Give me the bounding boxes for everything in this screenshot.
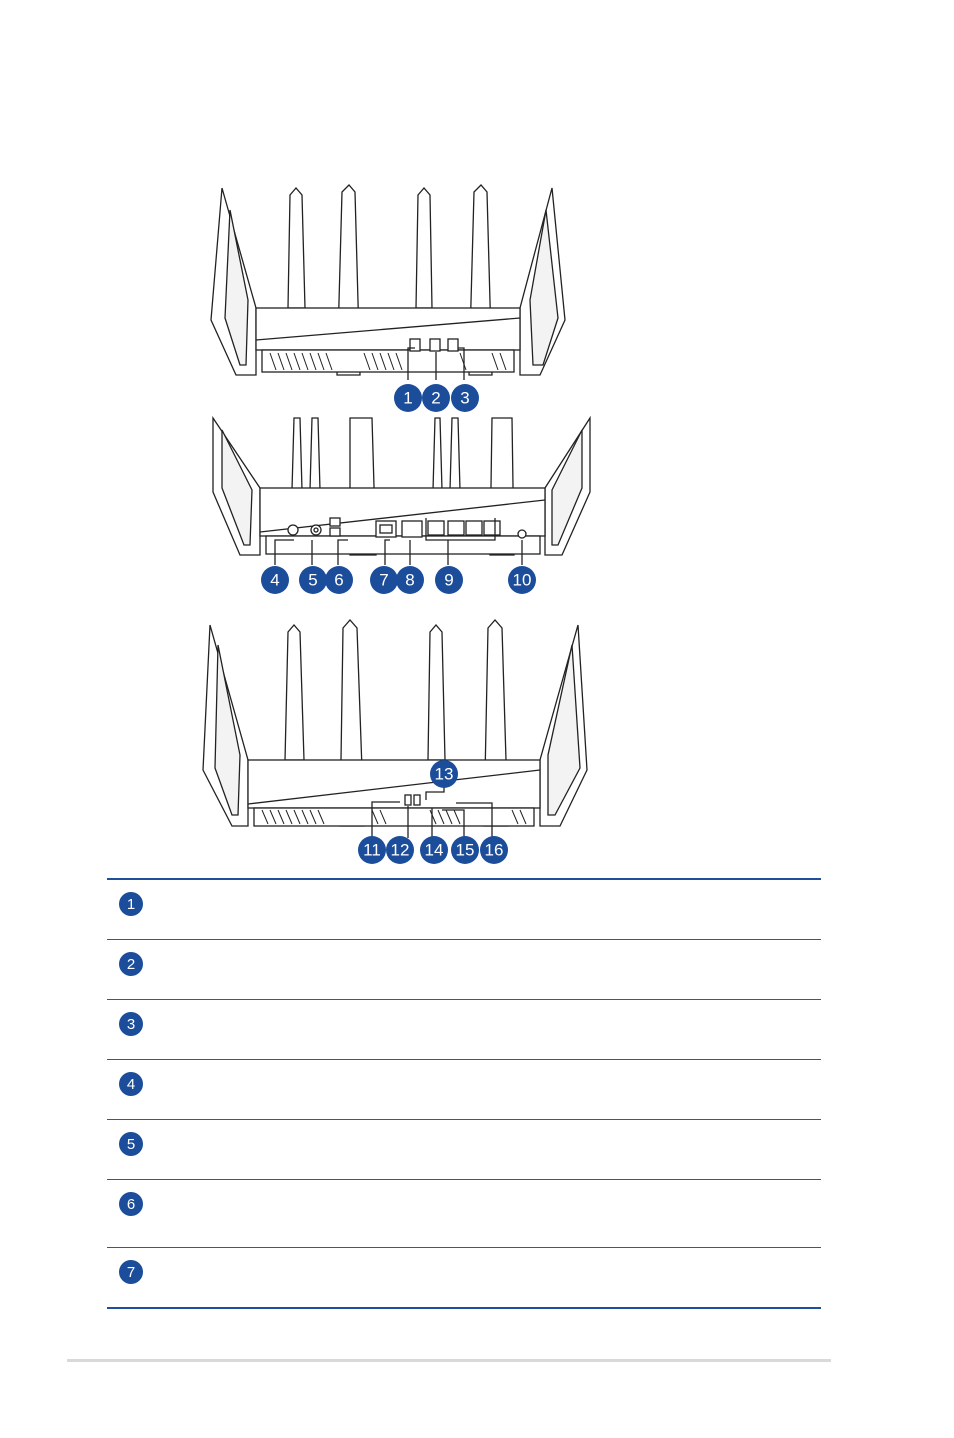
- legend-badge: 4: [119, 1072, 143, 1096]
- legend-row: [107, 1000, 821, 1060]
- callout-13: 13: [434, 764, 454, 784]
- callout-8: 8: [405, 570, 415, 590]
- callout-1: 1: [403, 388, 413, 408]
- callouts-top: [394, 384, 479, 412]
- callout-12: 12: [390, 840, 410, 860]
- legend-badge: 6: [119, 1192, 143, 1216]
- router-top-view: [211, 185, 565, 380]
- legend-badge: 7: [119, 1260, 143, 1284]
- router-front-view: [203, 620, 587, 838]
- legend-row: [107, 1060, 821, 1120]
- legend-row: [107, 940, 821, 1000]
- legend-table: [107, 878, 821, 1309]
- callout-9: 9: [444, 570, 454, 590]
- callout-15: 15: [455, 840, 475, 860]
- legend-badge: 2: [119, 952, 143, 976]
- legend-row: [107, 1248, 821, 1309]
- legend-badge: 5: [119, 1132, 143, 1156]
- callout-5: 5: [308, 570, 318, 590]
- callouts-back: [261, 566, 536, 594]
- callout-16: 16: [484, 840, 504, 860]
- footer-rule: [67, 1359, 831, 1362]
- legend-badge: 3: [119, 1012, 143, 1036]
- legend-badge: 1: [119, 892, 143, 916]
- callout-14: 14: [424, 840, 444, 860]
- callout-7: 7: [379, 570, 389, 590]
- callout-3: 3: [460, 388, 470, 408]
- callout-11: 11: [363, 840, 381, 860]
- callout-10: 10: [512, 570, 532, 590]
- legend-row: [107, 1180, 821, 1248]
- legend-row: [107, 1120, 821, 1180]
- callout-2: 2: [431, 388, 441, 408]
- callout-6: 6: [334, 570, 344, 590]
- callout-4: 4: [270, 570, 280, 590]
- legend-row: [107, 880, 821, 940]
- router-back-view: [213, 418, 590, 565]
